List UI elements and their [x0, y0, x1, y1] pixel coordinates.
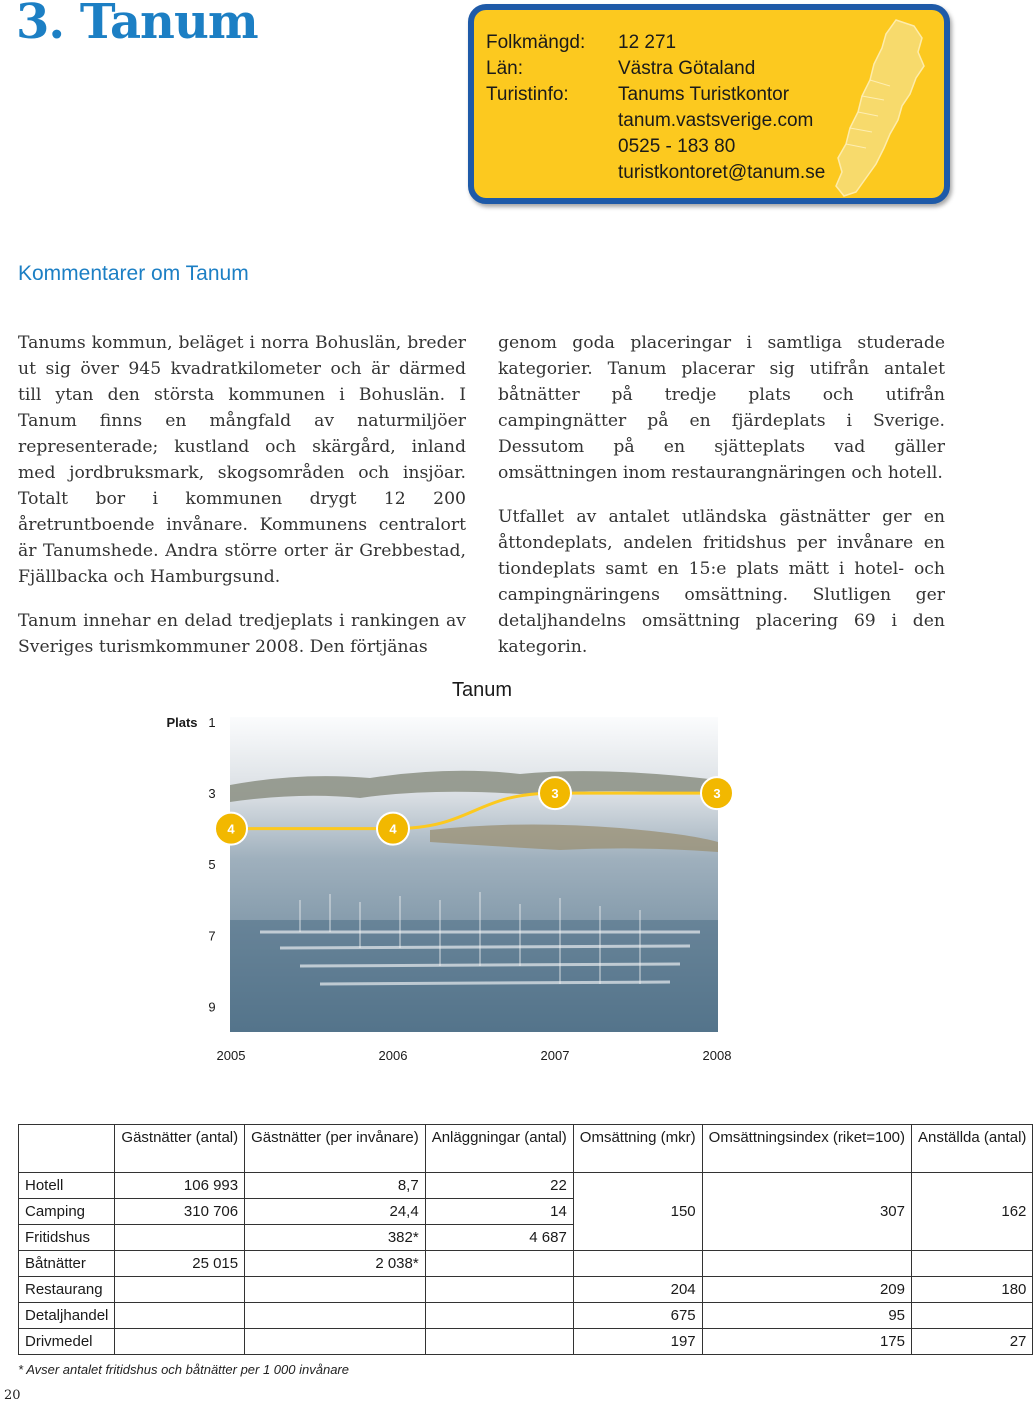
table-cell	[245, 1329, 426, 1355]
table-cell	[245, 1303, 426, 1329]
table-cell: 22	[425, 1173, 573, 1199]
paragraph: genom goda placeringar i samtliga studerade kategorier. Tanum placerar sig utifrån antalet båtnätter på tredje plats och utifrån campingnätter på en fjärdeplats i Sverige. Dessutom på en sjätteplats vad gäller omsättningen inom restaurangnäringen och hotell.	[498, 333, 945, 483]
table-cell: 106 993	[115, 1173, 245, 1199]
table-cell-label: Fritidshus	[19, 1225, 115, 1251]
sweden-map-icon	[826, 16, 936, 202]
table-cell: 310 706	[115, 1199, 245, 1225]
y-tick-label: 7	[208, 928, 216, 944]
table-cell: 204	[573, 1277, 702, 1303]
table-cell: 24,4	[245, 1199, 426, 1225]
x-tick-label: 2007	[540, 1048, 570, 1063]
table-cell: 175	[702, 1329, 911, 1355]
harbour-photo	[230, 717, 721, 1032]
table-cell: 675	[573, 1303, 702, 1329]
chart-ylabel: Plats	[166, 715, 198, 730]
table-row	[19, 1251, 1033, 1277]
table-cell: 27	[912, 1329, 1033, 1355]
table-cell-merged: 150	[573, 1173, 702, 1251]
table-cell-label: Detaljhandel	[19, 1303, 115, 1329]
ranking-chart	[0, 670, 960, 1070]
table-header-cell: Anställda (antal)	[912, 1125, 1033, 1173]
table-cell-label: Camping	[19, 1199, 115, 1225]
text-column-left	[18, 330, 466, 678]
table-cell	[245, 1277, 426, 1303]
y-tick-label: 3	[208, 786, 216, 802]
table-row	[19, 1303, 1033, 1329]
table-row	[19, 1173, 1033, 1199]
table-cell	[115, 1329, 245, 1355]
page-number: 20	[4, 1388, 21, 1403]
table-cell	[573, 1251, 702, 1277]
table-cell: 209	[702, 1277, 911, 1303]
table-header-row	[19, 1125, 1033, 1173]
table-cell: 180	[912, 1277, 1033, 1303]
table-header-cell	[19, 1125, 115, 1173]
y-tick-label: 5	[208, 857, 216, 873]
table-cell	[425, 1329, 573, 1355]
table-cell-merged: 307	[702, 1173, 911, 1251]
table-cell	[115, 1225, 245, 1251]
y-tick-label: 9	[208, 999, 216, 1015]
chart-title: Tanum	[451, 679, 513, 701]
table-header-cell: Gästnätter (per invånare)	[245, 1125, 426, 1173]
table-header-cell: Omsättning (mkr)	[573, 1125, 702, 1173]
paragraph: Utfallet av antalet utländska gästnätter ger en åttondeplats, andelen fritidshus per invånare en tiondeplats samt en 15:e plats mätt i hotel- och campingnäringens omsättning. Slutligen ger detaljhandelns omsättning placering 69 i den kategorin.	[498, 507, 945, 657]
paragraph: Tanums kommun, beläget i norra Bohuslän, breder ut sig över 945 kvadratkilometer och är därmed till ytan den största kommunen i Bohuslän. I Tanum finns en mångfald av naturmiljöer representerade; kustland och skärgård, inland med jordbruksmark, skogsområden och insjöar. Totalt bor i kommunen drygt 12 200 åretruntboende invånare. Kommunens centralort är Tanumshede. Andra större orter är Grebbestad, Fjällbacka och Hamburgsund.	[18, 333, 466, 587]
table-cell	[425, 1277, 573, 1303]
table-cell-merged: 162	[912, 1173, 1033, 1251]
data-point-label: 4	[389, 821, 397, 837]
page-title: 3. Tanum	[16, 0, 258, 50]
ranking-chart-svg	[0, 670, 960, 1070]
table-cell: 14	[425, 1199, 573, 1225]
table-cell-label: Restaurang	[19, 1277, 115, 1303]
table-cell	[912, 1303, 1033, 1329]
table-cell	[702, 1251, 911, 1277]
table-cell: 197	[573, 1329, 702, 1355]
y-tick-label: 1	[208, 715, 216, 730]
table-row	[19, 1329, 1033, 1355]
table-cell-label: Båtnätter	[19, 1251, 115, 1277]
data-point-label: 4	[227, 821, 235, 837]
table-header-cell: Gästnätter (antal)	[115, 1125, 245, 1173]
table-cell: 2 038*	[245, 1251, 426, 1277]
municipality-info-box: Folkmängd: 12 271 Län: Västra Götaland Turistinfo: Tanums Turistkontor tanum.vastsverige.com 0525 - 183 80 turistkontoret@tanum.se	[468, 4, 950, 204]
paragraph: Tanum innehar en delad tredjeplats i rankingen av Sveriges turismkommuner 2008. Den förtjänas	[18, 611, 466, 657]
table-header-cell: Anläggningar (antal)	[425, 1125, 573, 1173]
text-column-right	[498, 330, 945, 678]
section-heading: Kommentarer om Tanum	[18, 262, 249, 285]
statistics-table	[18, 1124, 1033, 1355]
x-tick-label: 2005	[216, 1048, 246, 1063]
table-cell	[425, 1303, 573, 1329]
table-cell: 4 687	[425, 1225, 573, 1251]
data-point-label: 3	[551, 786, 559, 802]
x-tick-label: 2008	[702, 1048, 732, 1063]
table-cell	[425, 1251, 573, 1277]
table-cell	[912, 1251, 1033, 1277]
x-tick-label: 2006	[378, 1048, 408, 1063]
table-cell	[115, 1277, 245, 1303]
table-cell: 95	[702, 1303, 911, 1329]
table-header-cell: Omsättningsindex (riket=100)	[702, 1125, 911, 1173]
table-row	[19, 1277, 1033, 1303]
table-cell	[115, 1303, 245, 1329]
table-cell: 8,7	[245, 1173, 426, 1199]
table-cell: 25 015	[115, 1251, 245, 1277]
table-cell-label: Drivmedel	[19, 1329, 115, 1355]
table-cell: 382*	[245, 1225, 426, 1251]
data-point-label: 3	[713, 786, 721, 802]
table-cell-label: Hotell	[19, 1173, 115, 1199]
footnote: * Avser antalet fritidshus och båtnätter per 1 000 invånare	[18, 1362, 349, 1377]
